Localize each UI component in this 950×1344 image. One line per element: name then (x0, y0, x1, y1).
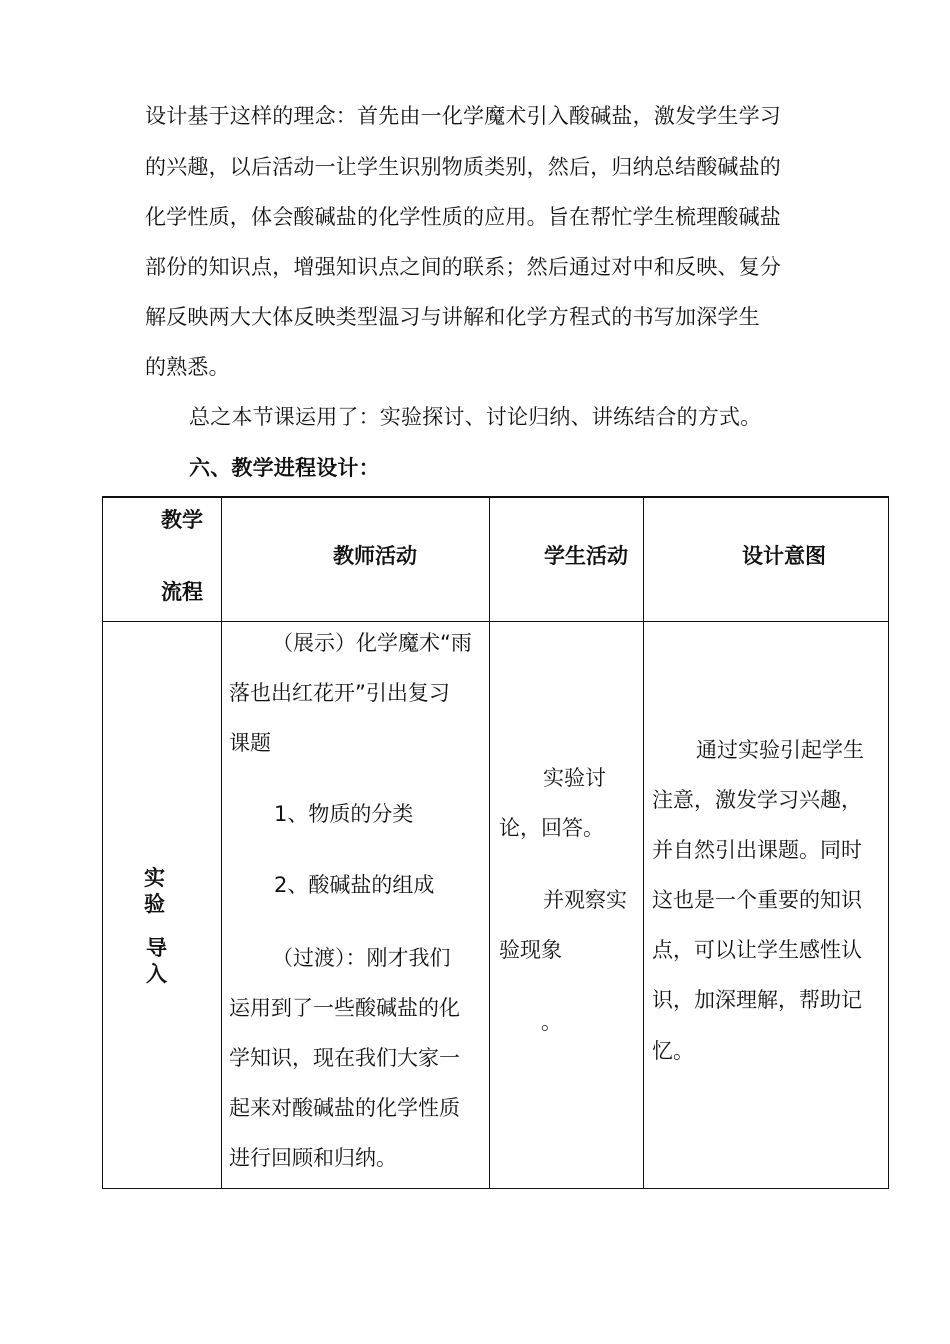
cell-teacher-activity: （展示）化学魔术“雨 落也出红花开”引出复习 课题 1、物质的分类 2、酸碱盐的组成 （过渡）：刚才我们 运用到了一些酸碱盐的化 学知识，现在我们大家一 起来对酸碱盐的化学性质 进行回顾和归纳。 (222, 621, 490, 1188)
paragraph-line: 的熟悉。 (145, 355, 230, 379)
header-teacher: 教师活动 (222, 497, 490, 621)
header-intent: 设计意图 (644, 497, 889, 621)
section-heading: 六、教学进程设计： (189, 456, 380, 480)
cell-design-intent: 通过实验引起学生 注意，激发学习兴趣， 并自然引出课题。同时 这也是一个重要的知识 点，可以让学生感性认 识，加深理解，帮助记 忆。 (644, 621, 889, 1188)
cell-student-activity: 实验讨 论，回答。 并观察实 验现象 。 (490, 621, 644, 1188)
teaching-process-table (102, 496, 889, 1189)
header-process-line2: 流程 (161, 580, 203, 604)
table-header-row (103, 497, 889, 621)
header-student: 学生活动 (490, 497, 644, 621)
header-process (103, 497, 222, 621)
cell-process: 实 验 导 入 (103, 621, 222, 1188)
table-row (103, 621, 889, 1188)
paragraph-line: 化学性质，体会酸碱盐的化学性质的应用。旨在帮忙学生梳理酸碱盐 (145, 205, 781, 229)
header-process-line1: 教学 (161, 508, 203, 532)
summary-text: 总之本节课运用了：实验探讨、讨论归纳、讲练结合的方式。 (189, 405, 762, 429)
paragraph-line: 的兴趣，以后活动一让学生识别物质类别，然后，归纳总结酸碱盐的 (145, 155, 781, 179)
paragraph-line: 部份的知识点，增强知识点之间的联系；然后通过对中和反映、复分 (145, 255, 781, 279)
paragraph-line: 解反映两大大体反映类型温习与讲解和化学方程式的书写加深学生 (145, 305, 760, 329)
paragraph-line: 设计基于这样的理念：首先由一化学魔术引入酸碱盐，激发学生学习 (145, 104, 781, 128)
